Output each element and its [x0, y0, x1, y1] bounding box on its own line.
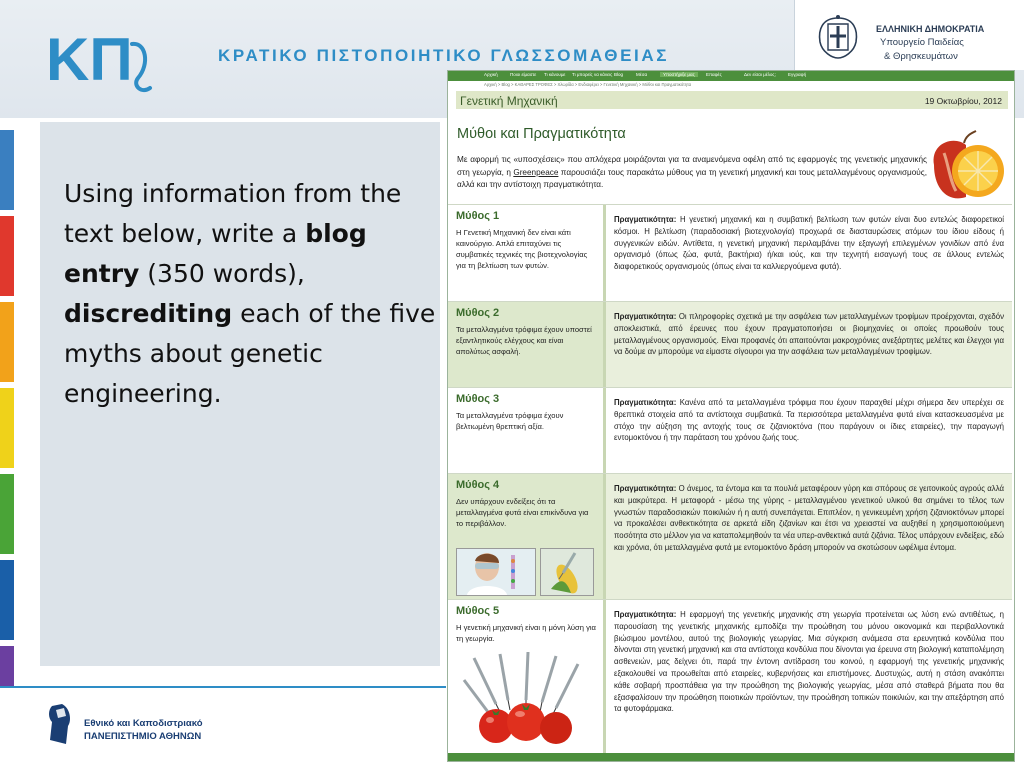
- article-nav-item[interactable]: Blog: [614, 72, 624, 77]
- myth-heading: Μύθος 1: [456, 210, 500, 222]
- prompt-text-1: Using information from the text below, write a: [64, 179, 402, 248]
- myth-row: [448, 473, 1012, 600]
- greek-crest-icon: [812, 14, 864, 60]
- reality-text: [614, 397, 1004, 444]
- myth-text: Τα μεταλλαγμένα τρόφιμα έχουν βελτιωμένη θρεπτική αξία.: [456, 411, 564, 431]
- article-date: 19 Οκτωβρίου, 2012: [924, 96, 1002, 106]
- intro-text-b: παρουσιάζει τους παρακάτω μύθους για τη γενετική μηχανική και τους μεταλλαγμένους οργανισμούς, αλλά και την αντίστοιχη πραγματικότητα.: [457, 167, 928, 189]
- header-divider: [794, 0, 795, 70]
- myth-heading: Μύθος 4: [456, 479, 500, 491]
- article-nav-item[interactable]: Μέσα: [636, 72, 648, 77]
- corn-syringe-image: [540, 548, 594, 596]
- reality-body: Η γενετική μηχανική και η συμβατική βελτίωση των φυτών είναι δυο εντελώς διαφορετικοί κόσμοι. Η βελτίωση (παραδοσιακή βιοτεχνολογία) προχωρά σε διασταυρώσεις ατόμων του ίδιου είδους ή συγγενικών ειδών. Αντίθετα, η γενετική μηχανική περιλαμβάνει την εξαγωγή επιλεγμένων γονιδίων από ένα οργανισμό (όπως ζώα, φυτά, βακτήρια) ή/και ιούς, και την τεχνητή εισαγωγή τους σε άλλους εντελώς διαφορετικούς οργανισμούς (όπως είναι τα καλλιεργούμενα φυτά).: [614, 215, 1004, 272]
- myth-heading: Μύθος 2: [456, 307, 500, 319]
- article-screenshot: [447, 70, 1015, 762]
- myth-cell: [448, 600, 606, 760]
- kpg-logo: [46, 24, 164, 100]
- reality-label: Πραγματικότητα:: [614, 398, 677, 407]
- ministry-line1: ΕΛΛΗΝΙΚΗ ΔΗΜΟΚΡΑΤΙΑ: [876, 24, 985, 34]
- article-nav-item[interactable]: Δεν είσαι μέλος;: [744, 72, 776, 77]
- myth-cell: [448, 205, 606, 302]
- article-nav-item[interactable]: Ποιοι είμαστε: [510, 72, 537, 77]
- reality-cell: [606, 205, 1012, 302]
- colour-strip: [0, 130, 14, 210]
- colour-strip: [0, 560, 14, 640]
- reality-body: Οι πληροφορίες σχετικά με την ασφάλεια των μεταλλαγμένων τροφίμων προέρχονται, σχεδόν αποκλειστικά, από έρευνες που έχουν πραγματοποιήσει οι βιομηχανίες οι οποίες προωθούν τους μεταλλαγμένους οργανισμούς. Είναι προφανές ότι απαιτούνται μακροχρόνιες ανεξάρτητες μελέτες και έλεγχοι για να δούμε αν μπορούμε να είμαστε σίγουροι για την ασφάλεια των μεταλλαγμένων τροφίμων.: [614, 312, 1004, 357]
- prompt-text-2: (350 words),: [139, 259, 305, 288]
- colour-strip: [0, 302, 14, 382]
- myth-cell: [448, 474, 606, 600]
- header-title: ΚΡΑΤΙΚΟ ΠΙΣΤΟΠΟΙΗΤΙΚΟ ΓΛΩΣΣΟΜΑΘΕΙΑΣ: [218, 46, 670, 65]
- university-line2: ΠΑΝΕΠΙΣΤΗΜΙΟ ΑΘΗΝΩΝ: [84, 731, 202, 742]
- svg-text:ΚΠ: ΚΠ: [46, 26, 133, 93]
- reality-body: Κανένα από τα μεταλλαγμένα τρόφιμα που έχουν παραχθεί μέχρι σήμερα δεν υπερέχει σε θρεπτικά στοιχεία από τα αντίστοιχα συμβατικά. Τα περισσότερα μεταλλαγμένα φυτά είναι κατασκευασμένα με στόχο την αύξηση της αντοχής τους σε ζιζανιοκτόνα (που παράγουν οι ίδιες εταιρείες), την παραγωγή εντομοκτόνου ή την παράταση του χρόνου ζωής τους.: [614, 398, 1004, 443]
- article-breadcrumb: Αρχική > Blog > ΚΑΘΑΡΕΣ ΤΡΟΦΕΣ > Χλωρίδα > Ενδιαφέρει > Γενετική Μηχανική > Μύθοι και Πραγματικότητα: [484, 82, 692, 87]
- myth-cell: [448, 388, 606, 474]
- article-footer-bar: [448, 753, 1014, 761]
- prompt-bold-blog-entry: blog entry: [64, 219, 367, 288]
- article-nav-item[interactable]: Τι μπορείς να κάνεις: [572, 72, 613, 77]
- article-nav-item[interactable]: Τι κάνουμε: [544, 72, 566, 77]
- colour-strip: [0, 216, 14, 296]
- article-nav-item[interactable]: Υποστήριξε μας: [660, 72, 698, 77]
- article-title: Μύθοι και Πραγματικότητα: [457, 126, 626, 142]
- myth-text: Η Γενετική Μηχανική δεν είναι κάτι καινούργιο. Απλά επιταχύνει τις συμβατικές τεχνικές της βιοτεχνολογίας για τη βελτίωση των φυτών.: [456, 228, 588, 270]
- reality-cell: [606, 600, 1012, 760]
- myth-row: [448, 387, 1012, 474]
- reality-label: Πραγματικότητα:: [614, 312, 677, 321]
- ministry-line3: & Θρησκευμάτων: [884, 51, 958, 62]
- colour-strip: [0, 388, 14, 468]
- myth-row: [448, 301, 1012, 388]
- myth-cell: [448, 302, 606, 388]
- reality-cell: [606, 474, 1012, 600]
- myth-heading: Μύθος 3: [456, 393, 500, 405]
- reality-label: Πραγματικότητα:: [614, 215, 677, 224]
- colour-strip: [0, 474, 14, 554]
- reality-body: Η εφαρμογή της γενετικής μηχανικής στη γεωργία προτείνεται ως λύση ενώ αντιθέτως, η παρουσίαση της γενετικής μηχανικής εμποδίζει την προώθηση του μόνου οικονομικά και περιβαλλοντικά βιώσιμου μοντέλου, αυτού της βιολογικής γεωργίας. Μια σύγκριση ανάμεσα στα ερευνητικά κονδύλια που δίνονται στη γενετική μηχανική και στα αντίστοιχα κονδύλια που δίνονται για έρευνα στη βιολογική καταπολέμηση ασθενειών, μας δείχνει ότι, παρά την έντονη αντίδραση του κοινού, η εφαρμογή της γενετικής μηχανικής εξακολουθεί να προωθείται από εταιρείες, κυβερνήσεις και επιστήμονες. Δυστυχώς, αυτή η στάση ανακόπτει κάθε σοβαρή προσπάθεια για την προώθηση της βιολογικής γεωργίας, μέσα από σταθερά βήματα που θα εξασφαλίσουν την προώθηση ποιοτικών προϊόντων, την προώθηση τοπικών ποικιλιών, και την απεξάρτηση από τα φυτοφάρμακα.: [614, 610, 1004, 714]
- prompt-bold-discrediting: discrediting: [64, 299, 233, 328]
- reality-text: [614, 311, 1004, 358]
- footer-divider: [0, 686, 446, 688]
- colour-strip: [0, 646, 14, 686]
- reality-body: Ο άνεμος, τα έντομα και τα πουλιά μεταφέρουν γύρη και σπόρους σε γειτονικούς αγρούς αλλά και μακρύτερα. Η μεταφορά - μέσω της γύρης - μεταλλαγμένου γενετικού υλικού θα σημάνει το τέλος των γνωστών παραδοσιακών ποικιλιών ή η αυτή συνεπάγεται. Επιπλέον, η γενικευμένη χρήση ζιζανιοκτόνων μπορεί να προκαλέσει ανθεκτικότητα σε αρκετά είδη ζιζανίων και έτσι να χρειαστεί να αυξηθεί η χρησιμοποιούμενη ποσότητα στο μέλλον για να καταπολεμηθούν τα νέα υπερ-ανθεκτικά αυτά ζιζάνια. Τέλος υπάρχουν ενδείξεις, εδώ και χρόνια, ότι μεταλλαγμένα φυτά με εντομοκτόνο δράση μπορούν να σκοτώσουν ωφέλιμα έντομα.: [614, 484, 1004, 552]
- article-nav-item[interactable]: Εγγραφή: [788, 72, 807, 77]
- greenpeace-link[interactable]: Greenpeace: [513, 167, 559, 177]
- article-nav-bar: [448, 71, 1014, 81]
- reality-text: [614, 214, 1004, 273]
- reality-label: Πραγματικότητα:: [614, 610, 677, 619]
- tomatoes-syringes-image: [456, 650, 592, 746]
- myth-heading: Μύθος 5: [456, 605, 500, 617]
- myth-text: Τα μεταλλαγμένα τρόφιμα έχουν υποστεί εξαντλητικούς ελέγχους και είναι απολύτως ασφαλή.: [456, 325, 592, 356]
- reality-text: [614, 483, 1004, 554]
- prompt-text-3: each of the five myths about genetic engineering.: [64, 299, 436, 408]
- university-athena-logo: [44, 700, 74, 748]
- reality-text: [614, 609, 1004, 715]
- university-line1: Εθνικό και Καποδιστριακό: [84, 718, 203, 729]
- scientist-lab-image: [456, 548, 536, 596]
- myth-row: [448, 599, 1012, 760]
- reality-cell: [606, 302, 1012, 388]
- myth-row: [448, 204, 1012, 302]
- myth-text: Δεν υπάρχουν ενδείξεις ότι τα μεταλλαγμένα φυτά είναι επικίνδυνα για το περιβάλλον.: [456, 497, 589, 528]
- article-topic-bar: [456, 91, 1008, 109]
- reality-label: Πραγματικότητα:: [614, 484, 677, 493]
- article-topic: Γενετική Μηχανική: [460, 94, 558, 108]
- ministry-line2: Υπουργείο Παιδείας: [880, 37, 964, 48]
- article-nav-item[interactable]: Επαφές: [706, 72, 722, 77]
- orange-apple-image: [920, 123, 1006, 207]
- reality-cell: [606, 388, 1012, 474]
- article-intro: [457, 154, 927, 192]
- article-nav-item[interactable]: Αρχική: [484, 72, 498, 77]
- myth-text: Η γενετική μηχανική είναι η μόνη λύση για τη γεωργία.: [456, 623, 596, 643]
- intro-text-a: Με αφορμή τις «υποσχέσεις» που απλόχερα μοιράζονται για τα αναμενόμενα οφέλη από τις εφαρμογές της γενετικής μηχανικής στη γεωργία, η: [457, 155, 927, 177]
- task-prompt: [64, 174, 442, 414]
